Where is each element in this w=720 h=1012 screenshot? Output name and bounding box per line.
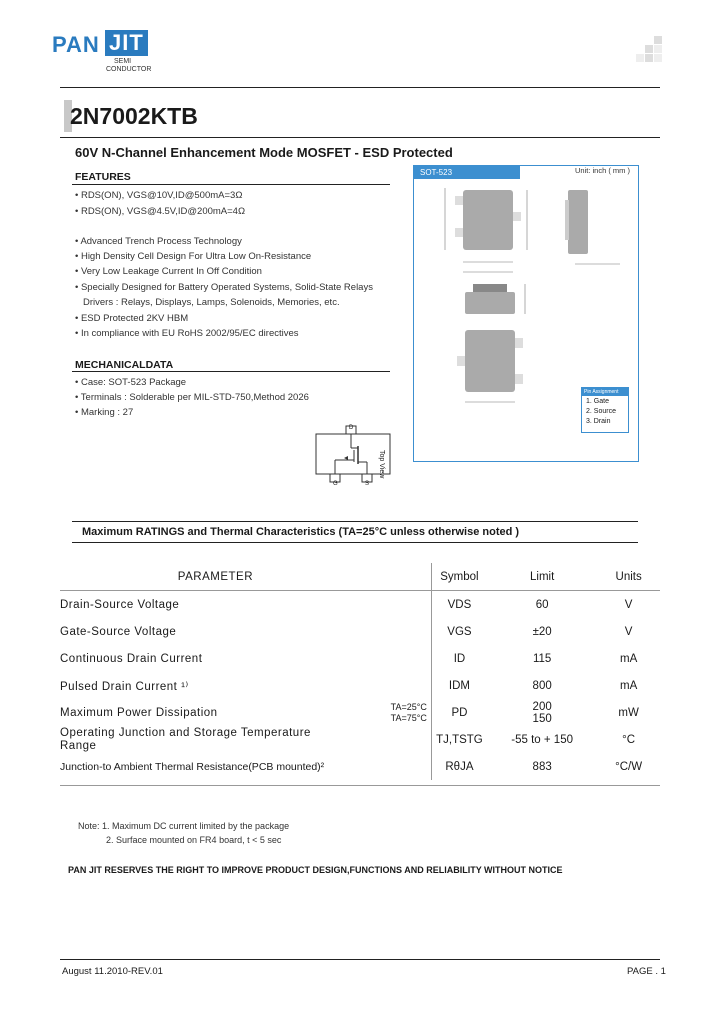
title-rule — [60, 137, 660, 138]
row-symbol: VDS — [431, 591, 487, 619]
pin-assignment-title: Pin Assignment — [582, 388, 628, 396]
footer-date: August 11.2010-REV.01 — [62, 966, 163, 977]
row-limit: 200 150 — [532, 700, 552, 725]
ratings-top-rule — [72, 521, 638, 522]
pin-assignment-box — [581, 387, 629, 433]
ratings-table — [60, 563, 660, 780]
part-number: 2N7002KTB — [70, 103, 198, 129]
row-unit: °C/W — [615, 760, 643, 773]
mosfet-schematic — [314, 420, 410, 492]
feature-drivers: Drivers : Relays, Displays, Lamps, Solenoids, Memories, etc. — [83, 297, 340, 308]
schematic-s-label: S — [365, 481, 370, 487]
row-unit: mA — [619, 652, 638, 665]
table-header-row — [60, 563, 660, 591]
header-symbol: Symbol — [431, 563, 487, 591]
row-symbol: VGS — [431, 618, 487, 645]
row-cond: TA=25°C TA=75°C — [390, 701, 427, 723]
subtitle: 60V N-Channel Enhancement Mode MOSFET - ESD Protected — [75, 145, 453, 160]
package-outline-drawing — [425, 180, 630, 405]
row-cond — [364, 672, 431, 699]
logo-pan: PAN — [52, 32, 100, 57]
row-limit: 883 — [532, 760, 552, 773]
logo-subtitle — [106, 58, 151, 74]
features-rule — [72, 184, 390, 185]
pin-2: 2. Source — [586, 408, 616, 415]
row-cond — [364, 591, 431, 619]
row-symbol: TJ,TSTG — [431, 726, 487, 753]
row-limit: ±20 — [532, 625, 552, 638]
table-row — [60, 672, 660, 699]
row-unit: V — [624, 625, 633, 638]
logo-sub-line1: SEMI — [114, 58, 132, 65]
footer-rule — [60, 959, 660, 960]
table-row — [60, 726, 660, 753]
header-rule — [60, 87, 660, 88]
features-title: FEATURES — [75, 171, 131, 183]
feature-leakage: • Very Low Leakage Current In Off Condition — [75, 266, 262, 277]
row-symbol: IDM — [431, 672, 487, 699]
table-row — [60, 699, 660, 726]
row-limit: -55 to + 150 — [511, 733, 573, 746]
feature-battery: • Specially Designed for Battery Operated Systems, Solid-State Relays — [75, 282, 373, 293]
note-2: 2. Surface mounted on FR4 board, t < 5 sec — [106, 835, 282, 845]
row-symbol: PD — [431, 699, 487, 726]
footer-page: PAGE . 1 — [627, 966, 666, 977]
row-param: Gate-Source Voltage — [60, 625, 177, 638]
logo-sub-line2: CONDUCTOR — [106, 66, 152, 73]
rights-notice: PAN JIT RESERVES THE RIGHT TO IMPROVE PRODUCT DESIGN,FUNCTIONS AND RELIABILITY WITHOUT NOTICE — [68, 865, 563, 875]
header-units: Units — [615, 570, 642, 583]
row-unit: mW — [618, 706, 639, 719]
header-limit: Limit — [530, 570, 555, 583]
row-param: Pulsed Drain Current ¹⁾ — [60, 680, 189, 693]
decorative-squares-icon — [636, 36, 666, 66]
pin-3: 3. Drain — [586, 418, 611, 425]
package-unit: Unit: inch ( mm ) — [575, 166, 631, 175]
row-unit: mA — [619, 679, 638, 692]
feature-trench: • Advanced Trench Process Technology — [75, 236, 242, 247]
mech-case: • Case: SOT-523 Package — [75, 377, 187, 388]
ratings-title: Maximum RATINGS and Thermal Characteristics (TA=25°C unless otherwise noted ) — [82, 526, 520, 538]
row-cond — [364, 645, 431, 672]
table-bottom-rule — [60, 785, 660, 786]
feature-rdson-10v: • RDS(ON), VGS@10V,ID@500mA=3Ω — [75, 190, 243, 201]
row-unit: °C — [622, 733, 636, 746]
pin-1: 1. Gate — [586, 398, 609, 405]
feature-esd: • ESD Protected 2KV HBM — [75, 313, 189, 324]
schematic-d-label: D — [349, 425, 354, 431]
mech-marking: • Marking : 27 — [75, 407, 134, 418]
feature-rohs: • In compliance with EU RoHS 2002/95/EC directives — [75, 328, 299, 339]
row-unit: V — [624, 598, 633, 611]
table-row — [60, 645, 660, 672]
row-param: Drain-Source Voltage — [60, 598, 180, 611]
row-limit: 800 — [532, 679, 552, 692]
header-parameter: PARAMETER — [177, 570, 254, 583]
row-cond — [364, 618, 431, 645]
mechanical-rule — [72, 371, 390, 372]
ratings-bottom-rule — [72, 542, 638, 543]
row-limit: 115 — [532, 652, 552, 665]
row-param: Continuous Drain Current — [60, 652, 203, 665]
row-symbol: RθJA — [431, 753, 487, 780]
table-row — [60, 618, 660, 645]
row-symbol: ID — [431, 645, 487, 672]
logo-jit: JIT — [105, 30, 148, 56]
package-name: SOT-523 — [414, 166, 520, 179]
table-row — [60, 591, 660, 619]
schematic-g-label: G — [333, 481, 338, 487]
mechanical-title: MECHANICALDATA — [75, 359, 174, 371]
table-row — [60, 753, 660, 780]
row-param: Junction-to Ambient Thermal Resistance(PCB mounted)² — [60, 760, 325, 773]
row-param: Maximum Power Dissipation — [60, 706, 218, 719]
mech-terminals: • Terminals : Solderable per MIL-STD-750,Method 2026 — [75, 392, 309, 403]
feature-rdson-4v5: • RDS(ON), VGS@4.5V,ID@200mA=4Ω — [75, 206, 246, 217]
feature-density: • High Density Cell Design For Ultra Low On-Resistance — [75, 251, 312, 262]
top-view-label: Top View — [378, 450, 385, 479]
row-limit: 60 — [535, 598, 549, 611]
row-param: Operating Junction and Storage Temperature Range — [60, 726, 311, 752]
note-1: Note: 1. Maximum DC current limited by the package — [78, 821, 290, 831]
